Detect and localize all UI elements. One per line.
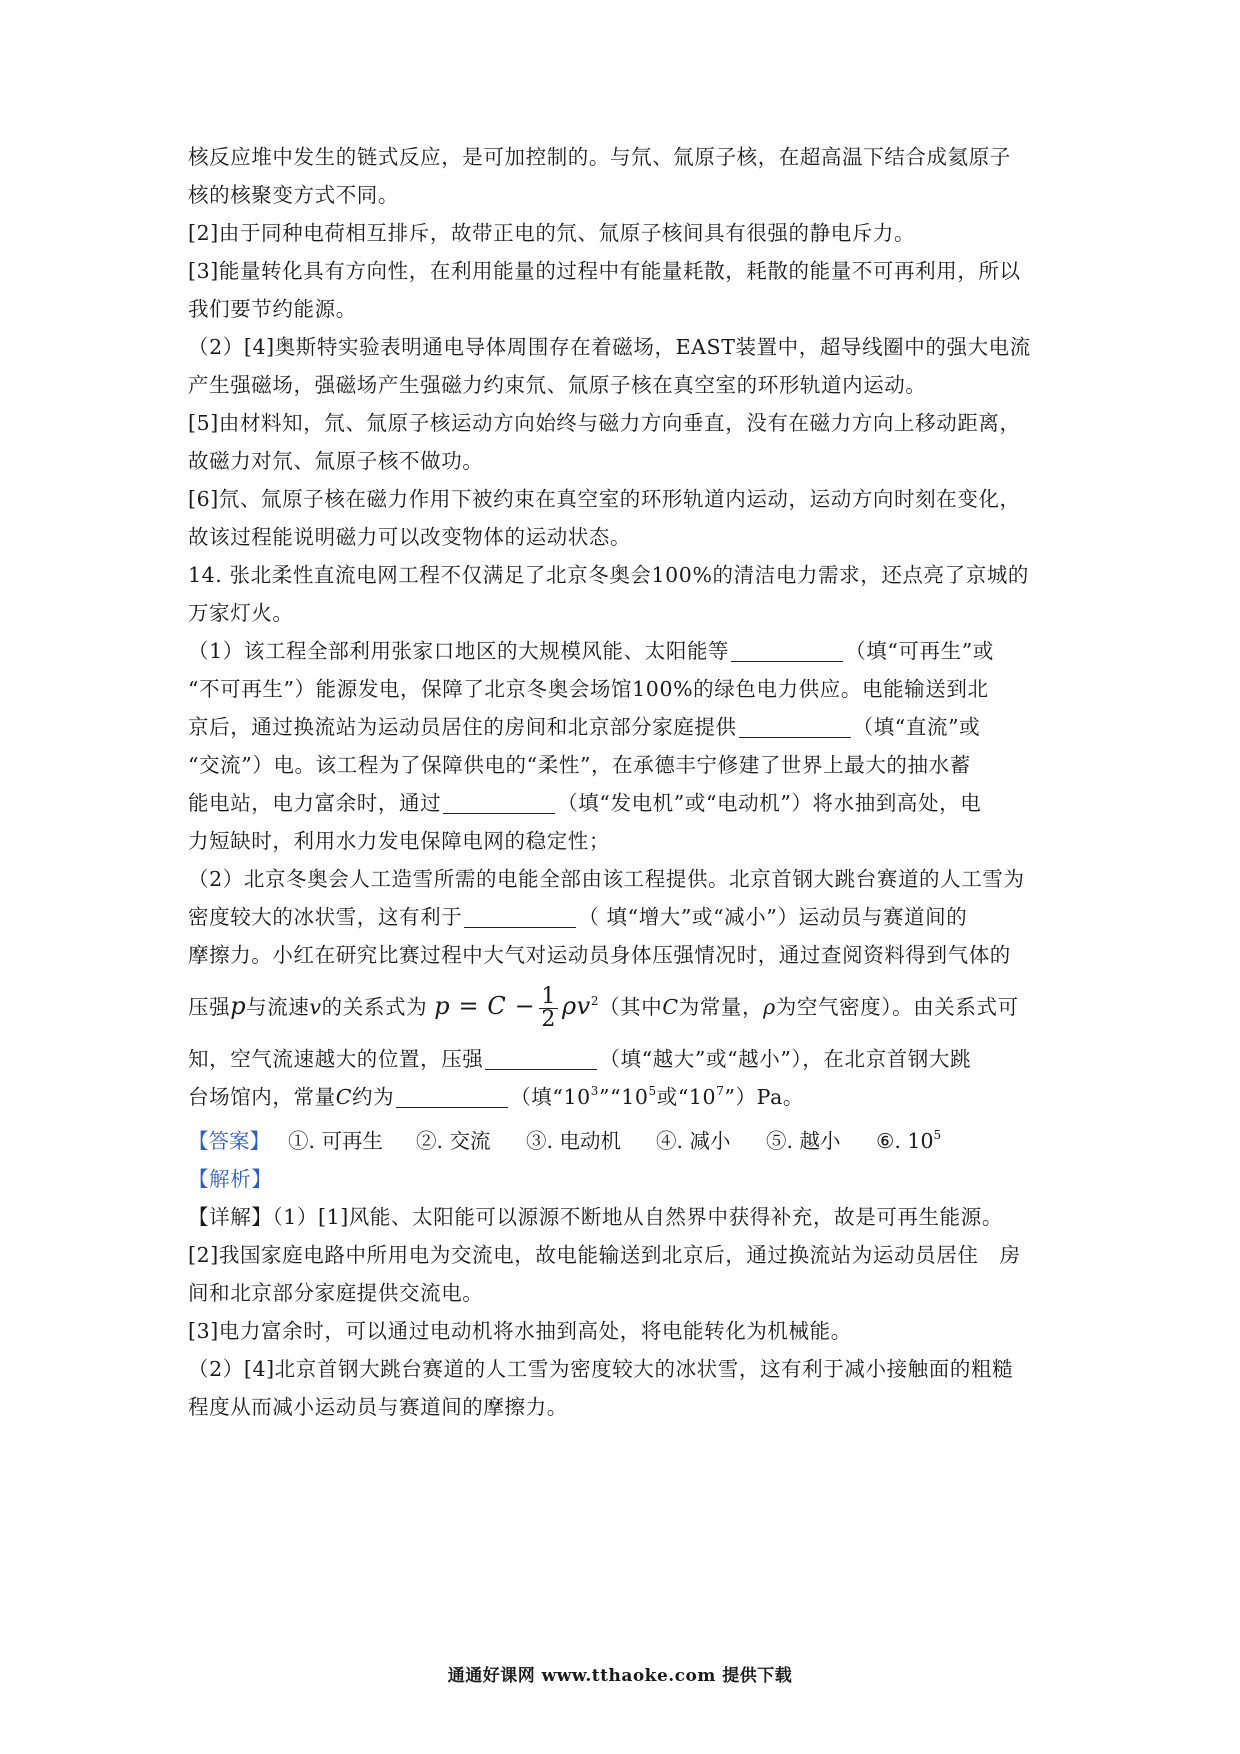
analysis-line: 间和北京部分家庭提供交流电。	[188, 1281, 484, 1305]
symbol-rho: ρ	[763, 995, 776, 1019]
exponent: 5	[648, 1084, 657, 1098]
question-text: （其中	[599, 995, 663, 1019]
question-line: 摩擦力。小红在研究比赛过程中大气对运动员身体压强情况时，通过查阅资料得到气体的	[188, 943, 1011, 967]
question-line	[188, 1082, 804, 1112]
symbol-p: p	[230, 992, 247, 1020]
symbol-c: C	[662, 995, 679, 1019]
answer-blank-4[interactable]	[464, 907, 576, 928]
answer-item: ③. 电动机	[526, 1129, 622, 1153]
answer-item: ⑤. 越小	[766, 1129, 841, 1153]
question-text: （填“发电机”或“电动机”）将水抽到高处，电	[557, 791, 982, 815]
question-text: 知，空气流速越大的位置，压强	[188, 1047, 484, 1071]
question-text: 与流速	[246, 995, 310, 1019]
question-line: “不可再生”）能源发电，保障了北京冬奥会场馆100%的绿色电力供应。电能输送到北	[188, 677, 989, 701]
analysis-text: （1）[1]风能、太阳能可以源源不断地从自然界中获得补充，故是可再生能源。	[272, 1205, 1003, 1229]
exponent: 5	[933, 1128, 942, 1142]
question-text: ”“10	[599, 1085, 649, 1109]
symbol-c: C	[335, 1085, 352, 1109]
answer-blank-1[interactable]	[731, 641, 843, 662]
question-text: （填“10	[510, 1085, 591, 1109]
exponent: 3	[590, 1084, 600, 1098]
analysis-line: [2]我国家庭电路中所用电为交流电，故电能输送到北京后，通过换流站为运动员居住 房	[188, 1243, 1021, 1267]
paragraph-line: [2]由于同种电荷相互排斥，故带正电的氘、氚原子核间具有很强的静电斥力。	[188, 221, 916, 245]
analysis-line: （2）[4]北京首钢大跳台赛道的人工雪为密度较大的冰状雪，这有利于减小接触面的粗糙	[188, 1357, 1014, 1381]
fraction-numerator: 1	[541, 984, 556, 1009]
question-text: （ 填“增大”或“减小”）运动员与赛道间的	[578, 905, 968, 929]
paragraph-line: （2）[4]奥斯特实验表明通电导体周围存在着磁场，EAST装置中，超导线圈中的强大电流	[188, 335, 1031, 359]
question-text: 京后，通过换流站为运动员居住的房间和北京部分家庭提供	[188, 715, 737, 739]
question-text: 密度较大的冰状雪，这有利于	[188, 905, 463, 929]
question-line: “交流”）电。该工程为了保障供电的“柔性”，在承德丰宁修建了世界上最大的抽水蓄	[188, 753, 971, 777]
question-line: 万家灯火。	[188, 601, 294, 625]
paragraph-line: [6]氘、氚原子核在磁力作用下被约束在真空室的环形轨道内运动，运动方向时刻在变化，	[188, 487, 1021, 511]
exponent: 2	[590, 994, 600, 1008]
paragraph-line: [3]能量转化具有方向性，在利用能量的过程中有能量耗散，耗散的能量不可再利用，所以	[188, 259, 1021, 283]
question-text: 约为	[352, 1085, 395, 1109]
answer-item: ⑥. 10	[876, 1129, 934, 1153]
question-text: 台场馆内，常量	[188, 1085, 336, 1109]
question-text: （填“越大”或“越小”），在北京首钢大跳	[599, 1047, 972, 1071]
paragraph-line: 核的核聚变方式不同。	[188, 183, 399, 207]
question-line	[188, 788, 981, 818]
fraction	[539, 986, 558, 1031]
paragraph-line: [5]由材料知，氘、氚原子核运动方向始终与磁力方向垂直，没有在磁力方向上移动距离，	[188, 411, 1021, 435]
question-line: 力短缺时，利用水力发电保障电网的稳定性；	[188, 829, 610, 853]
formula-line	[188, 982, 1019, 1031]
answer-item-last	[876, 1126, 941, 1156]
exponent: 7	[716, 1084, 725, 1098]
question-line	[188, 902, 967, 932]
symbol-v: v	[309, 995, 322, 1019]
paragraph-line: 我们要节约能源。	[188, 297, 357, 321]
question-text: （填“可再生”或	[845, 639, 994, 663]
answer-label: 【答案】	[188, 1129, 270, 1153]
answer-blank-6[interactable]	[396, 1087, 508, 1108]
answer-blank-3[interactable]	[443, 793, 555, 814]
analysis-line: 程度从而减小运动员与赛道间的摩擦力。	[188, 1395, 568, 1419]
paragraph-line: 故磁力对氘、氚原子核不做功。	[188, 449, 484, 473]
question-text: 为空气密度）。由关系式可	[775, 995, 1019, 1019]
question-text: （1）该工程全部利用张家口地区的大规模风能、太阳能等	[188, 639, 730, 663]
paragraph-line: 故该过程能说明磁力可以改变物体的运动状态。	[188, 525, 632, 549]
answer-item: ①. 可再生	[288, 1129, 384, 1153]
answer-blank-2[interactable]	[739, 717, 851, 738]
question-line: （2）北京冬奥会人工造雪所需的电能全部由该工程提供。北京首钢大跳台赛道的人工雪为	[188, 867, 1025, 891]
fraction-denominator: 2	[541, 1007, 556, 1032]
footer-text: 通通好课网 www.tthaoke.com 提供下载	[447, 1666, 793, 1686]
question-line	[188, 636, 994, 666]
question-title: 14. 张北柔性直流电网工程不仅满足了北京冬奥会100%的清洁电力需求，还点亮了京城的	[188, 563, 1030, 587]
answer-blank-5[interactable]	[485, 1049, 597, 1070]
analysis-line	[188, 1202, 1003, 1232]
analysis-label: 【解析】	[188, 1167, 273, 1191]
question-text: 能电站，电力富余时，通过	[188, 791, 442, 815]
paragraph-line: 产生强磁场，强磁场产生强磁力约束氘、氚原子核在真空室的环形轨道内运动。	[188, 373, 927, 397]
analysis-line: [3]电力富余时，可以通过电动机将水抽到高处，将电能转化为机械能。	[188, 1319, 852, 1343]
formula-left: p = C −	[434, 992, 536, 1020]
question-text: ”）Pa。	[724, 1085, 805, 1109]
answer-row	[188, 1126, 1058, 1156]
answer-item: ④. 减小	[656, 1129, 731, 1153]
question-text: 或“10	[656, 1085, 717, 1109]
question-text: 的关系式为	[321, 995, 428, 1019]
question-line	[188, 1044, 971, 1074]
question-text: （填“直流”或	[852, 715, 981, 739]
question-text: 为常量，	[678, 995, 764, 1019]
question-line	[188, 712, 980, 742]
formula-right: ρv	[561, 992, 591, 1020]
question-text: 压强	[188, 995, 231, 1019]
paragraph-line: 核反应堆中发生的链式反应，是可加控制的。与氘、氚原子核，在超高温下结合成氦原子	[188, 145, 1011, 169]
detail-label: 【详解】	[188, 1205, 273, 1229]
answer-item: ②. 交流	[416, 1129, 491, 1153]
